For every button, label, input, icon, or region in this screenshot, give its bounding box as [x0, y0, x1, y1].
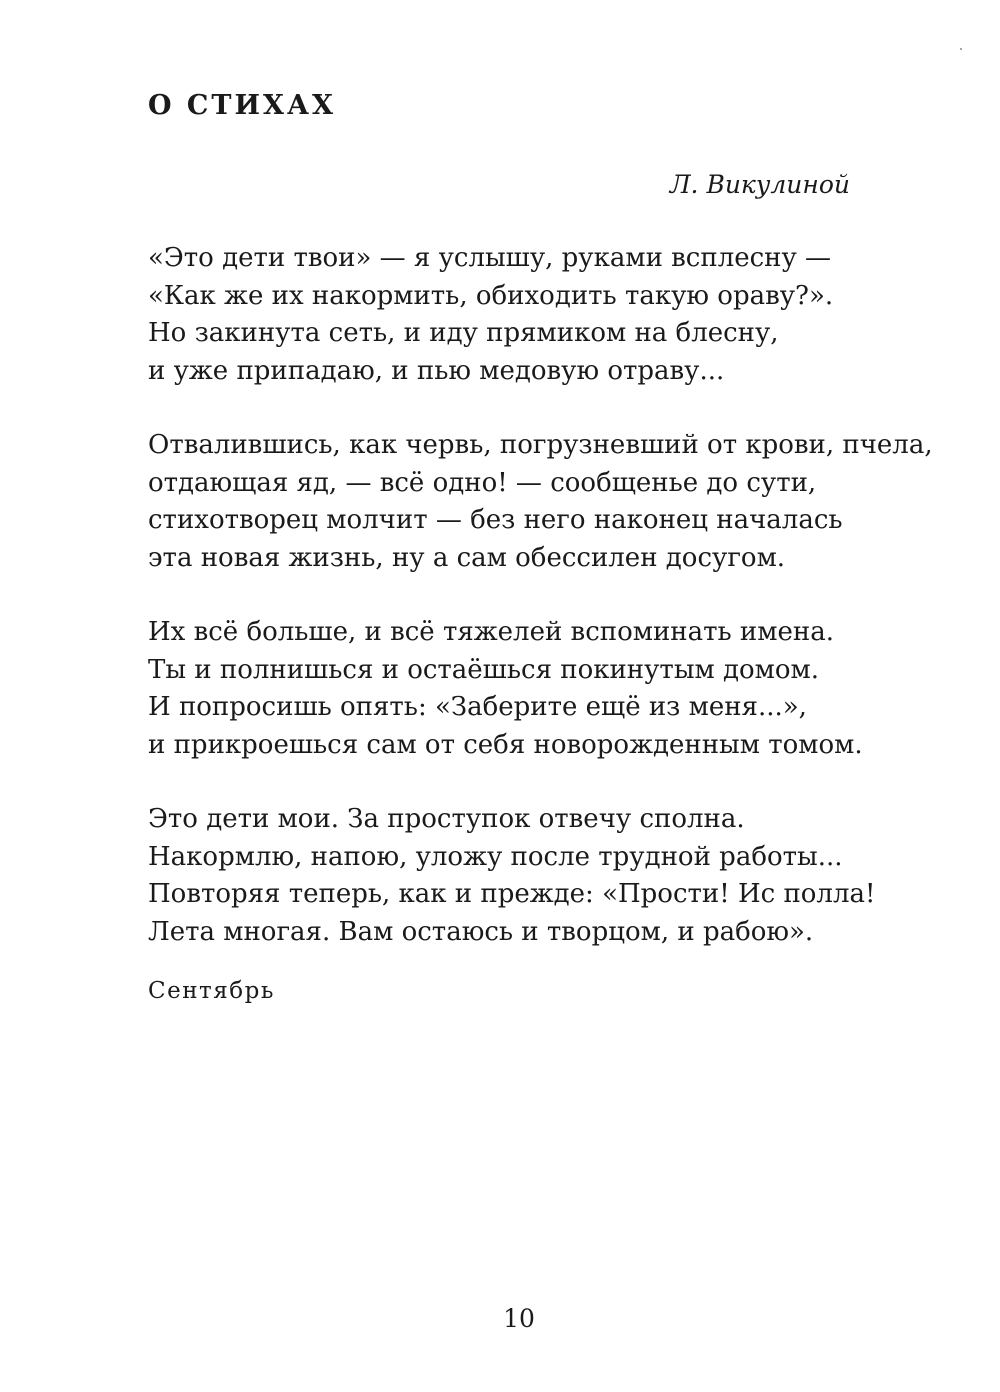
- poem-line: Накормлю, напою, уложу после трудной работы...: [148, 841, 843, 872]
- poem-line: Их всё больше, и всё тяжелей вспоминать имена.: [148, 617, 834, 647]
- stanza: [148, 801, 978, 951]
- poem-line: Но закинута сеть, и иду прямиком на блесну,: [148, 318, 779, 348]
- poem-line: и прикроешься сам от себя новорожденным томом.: [148, 729, 863, 760]
- poem-line: Отвалившись, как червь, погрузневший от крови, пчела,: [148, 430, 933, 460]
- poem-line: «Это дети твои» — я услышу, руками всплесну —: [148, 243, 832, 273]
- paper-speck: [960, 48, 962, 50]
- poem-line: И попросишь опять: «Заберите ещё из меня...»,: [148, 692, 807, 722]
- poem-line: Это дети мои. За проступок отвечу сполна.: [148, 804, 745, 834]
- page-number: 10: [503, 1304, 535, 1333]
- poem-title: О СТИХАХ: [148, 90, 336, 121]
- poem-line: эта новая жизнь, ну а сам обессилен досугом.: [148, 542, 786, 573]
- poem-line: «Как же их накормить, обиходить такую ораву?».: [148, 280, 834, 311]
- poem-line: и уже припадаю, и пью медовую отраву...: [148, 355, 725, 386]
- stanza: [148, 427, 978, 577]
- poem-line: Лета многая. Вам остаюсь и творцом, и рабою».: [148, 916, 814, 947]
- poem-line: Ты и полнишься и остаёшься покинутым домом.: [148, 654, 820, 685]
- date-signature: Сентябрь: [148, 978, 275, 1004]
- stanza: [148, 614, 978, 764]
- poem-line: стихотворец молчит — без него наконец началась: [148, 505, 843, 535]
- stanza: [148, 240, 978, 390]
- poem-body: [148, 240, 978, 988]
- poem-line: Повторяя теперь, как и прежде: «Прости! Ис полла!: [148, 879, 876, 909]
- poem-line: отдающая яд, — всё одно! — сообщенье до сути,: [148, 467, 817, 498]
- dedication: Л. Викулиной: [669, 170, 850, 199]
